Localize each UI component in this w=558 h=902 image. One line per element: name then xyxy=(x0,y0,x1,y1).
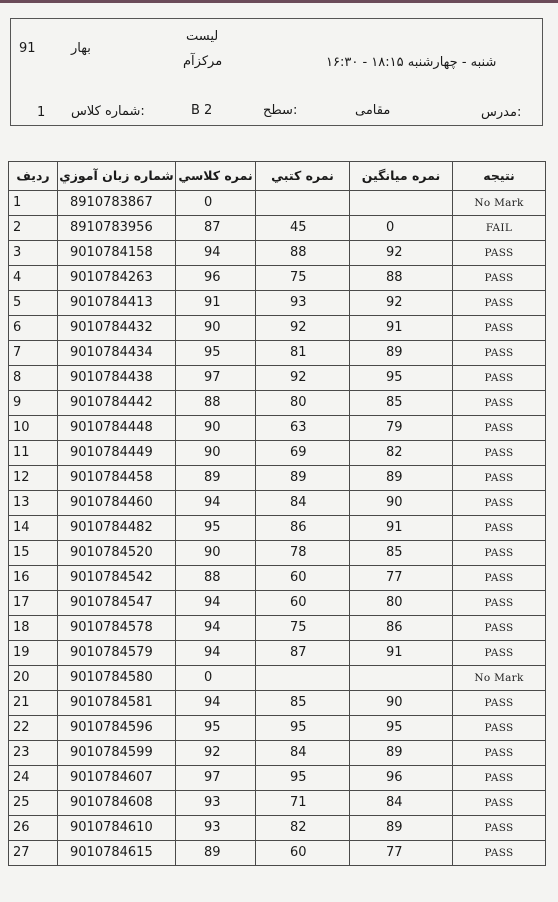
result-cell: PASS xyxy=(453,441,546,466)
result-cell: PASS xyxy=(453,766,546,791)
written-score-cell: 87 xyxy=(256,641,350,666)
average-score-cell: 88 xyxy=(350,266,453,291)
written-score-cell: 84 xyxy=(256,741,350,766)
result-cell: No Mark xyxy=(453,666,546,691)
class-score-cell: 94 xyxy=(176,616,256,641)
col-header-average: نمره ميانگين xyxy=(350,162,453,191)
result-cell: PASS xyxy=(453,541,546,566)
teacher-name: مقامی xyxy=(355,103,391,118)
written-score-cell: 85 xyxy=(256,691,350,716)
average-score-cell: 86 xyxy=(350,616,453,641)
table-row xyxy=(9,341,546,366)
table-row xyxy=(9,266,546,291)
table-row xyxy=(9,716,546,741)
result-cell: PASS xyxy=(453,466,546,491)
row-number-cell: 17 xyxy=(9,591,58,616)
class-info-box xyxy=(10,18,543,126)
student-id-cell: 9010784434 xyxy=(58,341,176,366)
row-number-cell: 3 xyxy=(9,241,58,266)
row-number-cell: 18 xyxy=(9,616,58,641)
class-score-cell: 87 xyxy=(176,216,256,241)
table-row xyxy=(9,541,546,566)
student-id-cell: 9010784599 xyxy=(58,741,176,766)
average-score-cell: 85 xyxy=(350,541,453,566)
row-number-cell: 9 xyxy=(9,391,58,416)
level-value: B 2 xyxy=(191,103,213,118)
table-row xyxy=(9,741,546,766)
table-row xyxy=(9,241,546,266)
student-id-cell: 9010784442 xyxy=(58,391,176,416)
result-cell: PASS xyxy=(453,341,546,366)
class-score-cell: 90 xyxy=(176,316,256,341)
result-cell: PASS xyxy=(453,241,546,266)
written-score-cell: 95 xyxy=(256,766,350,791)
average-score-cell: 90 xyxy=(350,691,453,716)
row-number-cell: 14 xyxy=(9,516,58,541)
student-id-cell: 9010784596 xyxy=(58,716,176,741)
table-row xyxy=(9,291,546,316)
table-row xyxy=(9,441,546,466)
table-row xyxy=(9,366,546,391)
student-id-cell: 9010784608 xyxy=(58,791,176,816)
written-score-cell: 63 xyxy=(256,416,350,441)
row-number-cell: 19 xyxy=(9,641,58,666)
table-row xyxy=(9,666,546,691)
row-number-cell: 25 xyxy=(9,791,58,816)
row-number-cell: 5 xyxy=(9,291,58,316)
class-score-cell: 94 xyxy=(176,591,256,616)
student-id-cell: 9010784547 xyxy=(58,591,176,616)
class-schedule: شنبه - چهارشنبه ۱۸:۱۵ - ۱۶:۳۰ xyxy=(326,55,497,70)
result-cell: PASS xyxy=(453,616,546,641)
class-score-cell: 90 xyxy=(176,416,256,441)
table-row xyxy=(9,416,546,441)
class-score-cell: 90 xyxy=(176,541,256,566)
student-id-cell: 9010784458 xyxy=(58,466,176,491)
table-row xyxy=(9,566,546,591)
class-score-cell: 95 xyxy=(176,516,256,541)
table-row xyxy=(9,191,546,216)
table-row xyxy=(9,591,546,616)
written-score-cell xyxy=(256,666,350,691)
written-score-cell: 60 xyxy=(256,566,350,591)
average-score-cell: 79 xyxy=(350,416,453,441)
class-score-cell: 94 xyxy=(176,641,256,666)
class-score-cell: 97 xyxy=(176,366,256,391)
written-score-cell: 45 xyxy=(256,216,350,241)
row-number-cell: 15 xyxy=(9,541,58,566)
student-id-cell: 9010784482 xyxy=(58,516,176,541)
class-score-cell: 89 xyxy=(176,466,256,491)
table-row xyxy=(9,766,546,791)
average-score-cell: 90 xyxy=(350,491,453,516)
col-header-class-score: نمره كلاسي xyxy=(176,162,256,191)
row-number-cell: 13 xyxy=(9,491,58,516)
class-score-cell: 89 xyxy=(176,841,256,866)
result-cell: PASS xyxy=(453,291,546,316)
class-score-cell: 92 xyxy=(176,741,256,766)
average-score-cell: 96 xyxy=(350,766,453,791)
table-row xyxy=(9,791,546,816)
table-row xyxy=(9,466,546,491)
written-score-cell: 81 xyxy=(256,341,350,366)
class-score-cell: 93 xyxy=(176,791,256,816)
result-cell: PASS xyxy=(453,716,546,741)
result-cell: PASS xyxy=(453,491,546,516)
student-id-cell: 8910783956 xyxy=(58,216,176,241)
table-row xyxy=(9,391,546,416)
average-score-cell: 84 xyxy=(350,791,453,816)
list-title: لیست xyxy=(186,29,219,44)
row-number-cell: 1 xyxy=(9,191,58,216)
student-id-cell: 9010784263 xyxy=(58,266,176,291)
average-score-cell: 89 xyxy=(350,341,453,366)
table-row xyxy=(9,616,546,641)
student-id-cell: 9010784448 xyxy=(58,416,176,441)
student-id-cell: 9010784615 xyxy=(58,841,176,866)
student-id-cell: 9010784158 xyxy=(58,241,176,266)
table-body xyxy=(9,191,546,866)
student-id-cell: 9010784438 xyxy=(58,366,176,391)
written-score-cell: 89 xyxy=(256,466,350,491)
average-score-cell: 89 xyxy=(350,466,453,491)
result-cell: FAIL xyxy=(453,216,546,241)
result-cell: PASS xyxy=(453,516,546,541)
written-score-cell: 78 xyxy=(256,541,350,566)
student-id-cell: 9010784413 xyxy=(58,291,176,316)
average-score-cell: 91 xyxy=(350,516,453,541)
result-cell: PASS xyxy=(453,366,546,391)
row-number-cell: 12 xyxy=(9,466,58,491)
class-score-cell: 94 xyxy=(176,241,256,266)
student-id-cell: 9010784578 xyxy=(58,616,176,641)
average-score-cell xyxy=(350,191,453,216)
written-score-cell: 84 xyxy=(256,491,350,516)
class-score-cell: 97 xyxy=(176,766,256,791)
row-number-cell: 11 xyxy=(9,441,58,466)
class-score-cell: 91 xyxy=(176,291,256,316)
row-number-cell: 20 xyxy=(9,666,58,691)
average-score-cell: 92 xyxy=(350,241,453,266)
class-score-cell: 0 xyxy=(176,191,256,216)
table-row xyxy=(9,316,546,341)
average-score-cell: 89 xyxy=(350,741,453,766)
average-score-cell: 95 xyxy=(350,366,453,391)
row-number-cell: 8 xyxy=(9,366,58,391)
written-score-cell: 69 xyxy=(256,441,350,466)
result-cell: PASS xyxy=(453,566,546,591)
class-score-cell: 88 xyxy=(176,566,256,591)
row-number-cell: 24 xyxy=(9,766,58,791)
row-number-cell: 27 xyxy=(9,841,58,866)
table-row xyxy=(9,516,546,541)
written-score-cell: 92 xyxy=(256,366,350,391)
written-score-cell: 80 xyxy=(256,391,350,416)
average-score-cell: 92 xyxy=(350,291,453,316)
level-label: سطح: xyxy=(263,103,298,118)
written-score-cell: 75 xyxy=(256,266,350,291)
average-score-cell: 77 xyxy=(350,841,453,866)
student-id-cell: 9010784610 xyxy=(58,816,176,841)
class-score-cell: 95 xyxy=(176,716,256,741)
written-score-cell: 75 xyxy=(256,616,350,641)
written-score-cell: 71 xyxy=(256,791,350,816)
header-row xyxy=(9,162,546,191)
student-id-cell: 9010784580 xyxy=(58,666,176,691)
written-score-cell: 88 xyxy=(256,241,350,266)
table-row xyxy=(9,641,546,666)
table-row xyxy=(9,841,546,866)
result-cell: PASS xyxy=(453,316,546,341)
student-id-cell: 9010784460 xyxy=(58,491,176,516)
table-row xyxy=(9,216,546,241)
result-cell: PASS xyxy=(453,691,546,716)
student-id-cell: 9010784542 xyxy=(58,566,176,591)
col-header-student-id: شماره زبان آموزي xyxy=(58,162,176,191)
row-number-cell: 26 xyxy=(9,816,58,841)
written-score-cell: 92 xyxy=(256,316,350,341)
average-score-cell: 80 xyxy=(350,591,453,616)
average-score-cell: 85 xyxy=(350,391,453,416)
average-score-cell: 89 xyxy=(350,816,453,841)
table-row xyxy=(9,816,546,841)
row-number-cell: 6 xyxy=(9,316,58,341)
student-id-cell: 8910783867 xyxy=(58,191,176,216)
written-score-cell: 93 xyxy=(256,291,350,316)
result-cell: PASS xyxy=(453,391,546,416)
student-id-cell: 9010784607 xyxy=(58,766,176,791)
result-cell: PASS xyxy=(453,741,546,766)
row-number-cell: 22 xyxy=(9,716,58,741)
student-id-cell: 9010784432 xyxy=(58,316,176,341)
term-season: بهار xyxy=(71,41,91,56)
row-number-cell: 10 xyxy=(9,416,58,441)
class-number-value: 1 xyxy=(37,105,46,120)
result-cell: PASS xyxy=(453,591,546,616)
row-number-cell: 23 xyxy=(9,741,58,766)
written-score-cell: 82 xyxy=(256,816,350,841)
written-score-cell: 86 xyxy=(256,516,350,541)
student-id-cell: 9010784449 xyxy=(58,441,176,466)
average-score-cell xyxy=(350,666,453,691)
class-score-cell: 88 xyxy=(176,391,256,416)
class-number-label: شماره کلاس: xyxy=(71,104,145,119)
average-score-cell: 82 xyxy=(350,441,453,466)
average-score-cell: 77 xyxy=(350,566,453,591)
result-cell: PASS xyxy=(453,266,546,291)
class-score-cell: 90 xyxy=(176,441,256,466)
result-cell: No Mark xyxy=(453,191,546,216)
class-score-cell: 94 xyxy=(176,691,256,716)
results-table xyxy=(8,161,546,866)
table-row xyxy=(9,491,546,516)
result-cell: PASS xyxy=(453,416,546,441)
row-number-cell: 2 xyxy=(9,216,58,241)
class-score-cell: 95 xyxy=(176,341,256,366)
result-cell: PASS xyxy=(453,841,546,866)
written-score-cell: 60 xyxy=(256,591,350,616)
written-score-cell: 60 xyxy=(256,841,350,866)
col-header-written-score: نمره كتبي xyxy=(256,162,350,191)
class-score-cell: 0 xyxy=(176,666,256,691)
result-cell: PASS xyxy=(453,791,546,816)
center-name: مرکزآم xyxy=(183,54,223,69)
class-score-cell: 94 xyxy=(176,491,256,516)
row-number-cell: 16 xyxy=(9,566,58,591)
row-number-cell: 7 xyxy=(9,341,58,366)
student-id-cell: 9010784520 xyxy=(58,541,176,566)
class-score-cell: 96 xyxy=(176,266,256,291)
student-id-cell: 9010784581 xyxy=(58,691,176,716)
written-score-cell xyxy=(256,191,350,216)
average-score-cell: 95 xyxy=(350,716,453,741)
row-number-cell: 21 xyxy=(9,691,58,716)
average-score-cell: 91 xyxy=(350,641,453,666)
average-score-cell: 0 xyxy=(350,216,453,241)
col-header-row-number: ردیف xyxy=(9,162,58,191)
top-border xyxy=(0,0,558,3)
student-id-cell: 9010784579 xyxy=(58,641,176,666)
row-number-cell: 4 xyxy=(9,266,58,291)
table-row xyxy=(9,691,546,716)
teacher-label: مدرس: xyxy=(481,105,522,120)
result-cell: PASS xyxy=(453,641,546,666)
class-score-cell: 93 xyxy=(176,816,256,841)
written-score-cell: 95 xyxy=(256,716,350,741)
result-cell: PASS xyxy=(453,816,546,841)
term-year: 91 xyxy=(19,41,36,56)
average-score-cell: 91 xyxy=(350,316,453,341)
col-header-result: نتيجه xyxy=(453,162,546,191)
